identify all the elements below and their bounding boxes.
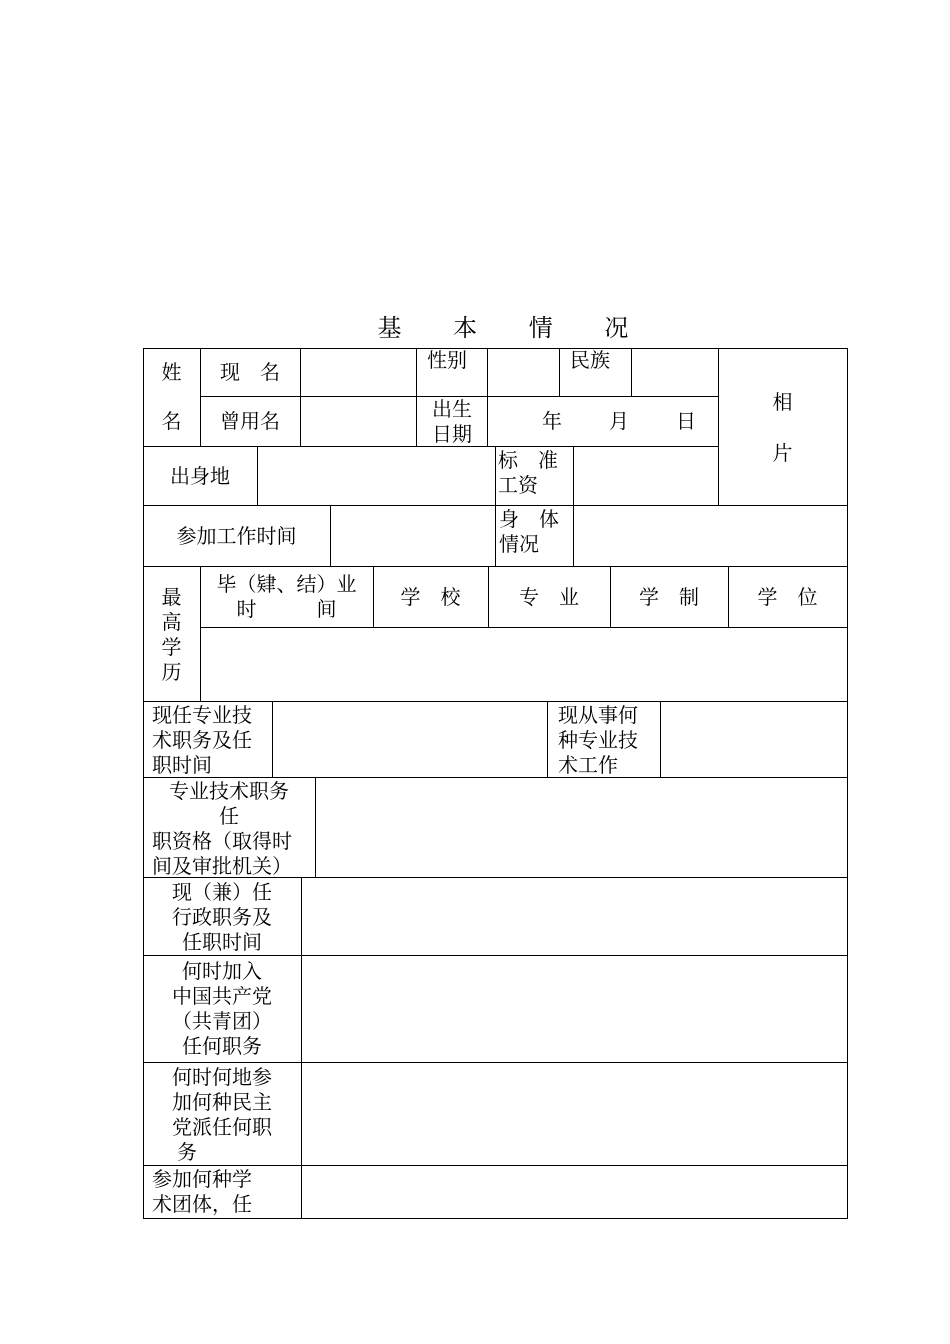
label-admin-3: 任职时间 xyxy=(182,930,262,954)
education-entry-field[interactable] xyxy=(201,628,847,701)
label-admin-2: 行政职务及 xyxy=(172,905,272,929)
label-major: 专 业 xyxy=(519,585,579,609)
label-academic-1: 参加何种学 xyxy=(152,1167,252,1191)
label-qualification-4: 间及审批机关） xyxy=(152,854,292,878)
label-qualification-1: 专业技术职务 xyxy=(169,779,289,803)
label-study-length: 学 制 xyxy=(639,585,699,609)
democratic-party-field[interactable] xyxy=(302,1063,847,1165)
page-title: 基 本 情 况 xyxy=(377,314,651,342)
former-name-field[interactable] xyxy=(301,397,416,446)
label-photo-1: 相 xyxy=(772,390,793,414)
label-xing: 姓 xyxy=(161,360,182,384)
label-prof-work-3: 术工作 xyxy=(558,753,618,777)
label-tech-position-1: 现任专业技 xyxy=(152,703,252,727)
label-party-1: 何时加入 xyxy=(182,959,262,983)
col-divider xyxy=(559,348,560,396)
tech-position-field[interactable] xyxy=(273,702,547,777)
basic-info-form xyxy=(143,348,848,1219)
label-health-2: 情况 xyxy=(499,532,539,556)
academic-group-field[interactable] xyxy=(302,1166,847,1218)
prof-work-field[interactable] xyxy=(661,702,847,777)
party-field[interactable] xyxy=(302,956,847,1062)
label-tech-position-2: 术职务及任 xyxy=(152,728,252,752)
table-border-bottom xyxy=(143,1218,848,1219)
birthplace-field[interactable] xyxy=(258,447,495,505)
label-tech-position-3: 职时间 xyxy=(152,753,212,777)
label-degree: 学 位 xyxy=(757,585,818,609)
label-admin-1: 现（兼）任 xyxy=(172,880,272,904)
label-education-1: 最 xyxy=(161,585,182,609)
label-qualification-3: 职资格（取得时 xyxy=(152,829,292,853)
label-prof-work-2: 种专业技 xyxy=(558,728,638,752)
label-photo-2: 片 xyxy=(772,441,793,465)
label-grad-time-2: 时 间 xyxy=(236,597,337,621)
label-health-1: 身 体 xyxy=(499,507,559,531)
label-salary-2: 工资 xyxy=(498,473,538,497)
table-border-right xyxy=(847,348,848,1219)
label-year: 年 xyxy=(542,409,562,433)
salary-field[interactable] xyxy=(574,447,718,505)
label-education-2: 高 xyxy=(161,610,182,634)
label-birthplace: 出身地 xyxy=(170,464,230,488)
label-grad-time-1: 毕（肄、结）业 xyxy=(216,572,357,596)
label-birth-date-2: 日期 xyxy=(432,422,472,446)
label-salary-1: 标 准 xyxy=(498,448,558,472)
ethnicity-field[interactable] xyxy=(632,349,718,396)
label-former-name: 曾用名 xyxy=(220,409,280,433)
label-prof-work-1: 现从事何 xyxy=(558,703,638,727)
label-party-4: 任何职务 xyxy=(182,1034,262,1058)
label-democratic-2: 加何种民主 xyxy=(172,1090,272,1114)
work-start-field[interactable] xyxy=(331,506,495,566)
label-party-2: 中国共产党 xyxy=(172,984,272,1008)
current-name-field[interactable] xyxy=(301,349,416,396)
col-divider xyxy=(547,701,548,777)
col-divider xyxy=(495,446,496,566)
label-qualification-2: 任 xyxy=(219,804,239,828)
label-academic-2: 术团体，任 xyxy=(152,1192,252,1216)
label-ethnicity: 民族 xyxy=(570,348,610,372)
label-school: 学 校 xyxy=(400,585,461,609)
label-birth-date-1: 出生 xyxy=(432,397,472,421)
label-democratic-3: 党派任何职 xyxy=(172,1115,272,1139)
label-current-name: 现 名 xyxy=(220,360,280,384)
label-month: 月 xyxy=(609,409,629,433)
label-work-start: 参加工作时间 xyxy=(176,524,297,548)
health-field[interactable] xyxy=(574,506,847,566)
label-education-3: 学 xyxy=(161,635,182,659)
gender-field[interactable] xyxy=(488,349,559,396)
label-democratic-1: 何时何地参 xyxy=(172,1065,272,1089)
col-divider xyxy=(416,348,417,446)
row-divider xyxy=(143,566,848,567)
admin-position-field[interactable] xyxy=(302,878,847,955)
qualification-field[interactable] xyxy=(316,778,847,877)
photo-box[interactable] xyxy=(719,349,847,505)
label-gender: 性别 xyxy=(427,348,467,372)
birth-date-field[interactable] xyxy=(488,397,718,446)
label-party-3: （共青团） xyxy=(172,1009,272,1033)
label-democratic-4: 务 xyxy=(177,1140,197,1164)
label-day: 日 xyxy=(676,409,696,433)
label-education-4: 历 xyxy=(161,660,182,684)
label-ming: 名 xyxy=(161,409,182,433)
